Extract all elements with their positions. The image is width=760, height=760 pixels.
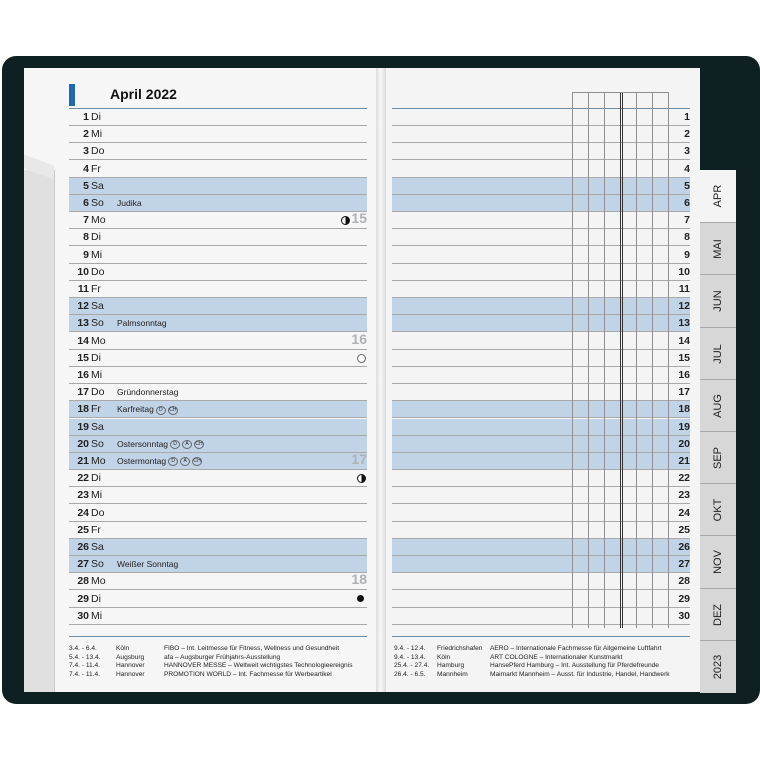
weekday-label: Mo xyxy=(91,575,106,588)
grid-column xyxy=(620,92,621,628)
grid-column xyxy=(652,92,653,628)
day-number-right: 10 xyxy=(678,265,690,278)
event-text: FIBO – Int. Leitmesse für Fitness, Wellness und Gesundheit xyxy=(164,645,340,652)
day-number-right: 17 xyxy=(678,386,690,399)
tab-2023[interactable] xyxy=(700,640,736,693)
day-number-right: 28 xyxy=(678,575,690,588)
grid-top xyxy=(572,92,668,93)
region-badge: A xyxy=(180,457,190,466)
day-number: 9 xyxy=(83,248,89,261)
tab-apr[interactable] xyxy=(700,170,736,222)
weekday-label: So xyxy=(91,317,104,330)
day-number-right: 26 xyxy=(678,541,690,553)
tab-dez[interactable] xyxy=(700,588,736,641)
page-title: April 2022 xyxy=(110,86,177,102)
day-number-right: 14 xyxy=(678,334,690,347)
day-row[interactable] xyxy=(69,591,367,608)
day-row[interactable] xyxy=(69,470,367,487)
region-badge: CH xyxy=(193,458,201,465)
day-row[interactable] xyxy=(69,109,367,126)
day-row[interactable] xyxy=(69,556,367,573)
grid-column xyxy=(668,92,669,628)
tab-nov[interactable] xyxy=(700,535,736,588)
day-row[interactable] xyxy=(69,436,367,453)
region-badge: D xyxy=(156,406,166,415)
weekday-label: So xyxy=(91,558,104,571)
day-number: 30 xyxy=(77,609,89,622)
tab-okt[interactable] xyxy=(700,483,736,536)
day-number-right: 1 xyxy=(684,111,690,123)
weekday-label: Fr xyxy=(91,523,101,536)
tab-label: SEP xyxy=(712,446,724,470)
event-text: PROMOTION WORLD – Int. Fachmesse für Werbeartikel xyxy=(164,670,332,678)
day-row[interactable] xyxy=(69,264,367,281)
weekday-label: Sa xyxy=(91,541,104,553)
day-number: 11 xyxy=(77,283,89,295)
full-moon-icon xyxy=(357,354,366,363)
day-number-right: 5 xyxy=(684,179,690,192)
weekday-label: Mi xyxy=(91,609,103,622)
region-badge: CH xyxy=(169,406,177,413)
day-row[interactable] xyxy=(69,161,367,178)
day-number-right: 12 xyxy=(678,300,690,313)
month-marker xyxy=(69,84,75,106)
day-number: 10 xyxy=(77,265,89,278)
day-row[interactable] xyxy=(69,539,367,556)
grid-column xyxy=(588,92,589,628)
tab-jun[interactable] xyxy=(700,274,736,327)
weekday-label: So xyxy=(91,197,104,209)
event-city: Mannheim xyxy=(437,670,468,678)
day-row[interactable] xyxy=(69,453,367,470)
event-text: HANNOVER MESSE – Weltweit wichtigstes Technologieereignis xyxy=(164,662,353,670)
weekday-label: Do xyxy=(91,506,105,519)
region-badge: D xyxy=(168,457,178,466)
event-text: ART COLOGNE – Internationaler Kunstmarkt xyxy=(490,653,623,661)
day-number: 29 xyxy=(77,592,89,605)
tab-mai[interactable] xyxy=(700,222,736,275)
day-number: 8 xyxy=(83,231,89,244)
weekday-label: Mi xyxy=(91,369,103,381)
weekday-label: Di xyxy=(91,231,101,244)
day-number: 27 xyxy=(77,558,89,571)
time-grid xyxy=(572,92,668,628)
grid-column xyxy=(604,92,605,628)
day-number-right: 27 xyxy=(678,558,690,571)
day-number: 5 xyxy=(83,179,89,192)
grid-column xyxy=(636,92,637,628)
day-number-right: 24 xyxy=(678,506,690,519)
weekday-label: Mi xyxy=(91,248,103,261)
event-date: 5.4. - 13.4. xyxy=(69,653,101,661)
weekday-label: Do xyxy=(91,145,105,158)
tab-label: DEZ xyxy=(712,603,724,626)
day-number-right: 3 xyxy=(684,145,690,158)
weekday-label: Do xyxy=(91,386,105,399)
region-badge: A xyxy=(182,440,192,449)
day-row[interactable] xyxy=(69,350,367,367)
week-number: 16 xyxy=(351,330,367,347)
event-date: 3.4. - 6.4. xyxy=(69,645,97,652)
day-row[interactable] xyxy=(69,522,367,539)
tab-label: NOV xyxy=(712,550,724,575)
weekday-label: Di xyxy=(91,472,101,485)
event-city: Friedrichshafen xyxy=(437,645,483,652)
tab-label: APR xyxy=(712,184,724,208)
weekday-label: So xyxy=(91,437,104,450)
event-text: afa – Augsburger Frühjahrs-Ausstellung xyxy=(164,653,281,661)
day-number: 24 xyxy=(77,506,89,519)
day-number: 25 xyxy=(77,523,89,536)
day-number: 13 xyxy=(77,317,89,330)
event-city: Hannover xyxy=(116,670,145,678)
day-row[interactable] xyxy=(69,330,367,350)
day-number: 3 xyxy=(83,145,89,158)
weekday-label: Di xyxy=(91,592,101,605)
day-number: 19 xyxy=(77,420,89,433)
day-number-right: 29 xyxy=(678,592,690,605)
day-number-right: 23 xyxy=(678,489,690,502)
day-number: 12 xyxy=(77,300,89,313)
event-text: AERO – Internationale Fachmesse für Allgemeine Luftfahrt xyxy=(490,645,662,652)
day-row[interactable] xyxy=(69,247,367,264)
day-number-right: 19 xyxy=(678,420,690,433)
half-moon-icon xyxy=(357,474,366,483)
day-row[interactable] xyxy=(69,367,367,384)
event-city: Hannover xyxy=(116,662,145,670)
day-number: 4 xyxy=(83,162,89,175)
tab-aug[interactable] xyxy=(700,379,736,432)
day-row[interactable] xyxy=(69,487,367,504)
day-number: 15 xyxy=(77,351,89,364)
event-text: HansePferd Hamburg – Int. Ausstellung für Pferdefreunde xyxy=(490,662,659,670)
tab-label: OKT xyxy=(712,498,724,522)
day-row[interactable] xyxy=(69,126,367,143)
day-number: 17 xyxy=(77,386,89,399)
day-row[interactable] xyxy=(69,401,367,418)
day-number: 16 xyxy=(77,369,89,381)
day-number-right: 2 xyxy=(684,128,690,141)
weekday-label: Sa xyxy=(91,300,104,313)
event-city: Köln xyxy=(437,653,451,661)
footer-rule xyxy=(69,636,367,637)
weekday-label: Fr xyxy=(91,283,101,295)
day-row[interactable] xyxy=(69,315,367,332)
tab-label: 2023 xyxy=(712,654,724,680)
week-number: 15 xyxy=(351,210,367,227)
row-divider xyxy=(69,624,367,625)
event-city: Köln xyxy=(116,645,130,652)
weekday-label: Mo xyxy=(91,334,106,347)
event-text: Maimarkt Mannheim – Ausst. für Industrie, Handel, Handwerk xyxy=(490,670,670,678)
weekday-label: Do xyxy=(91,265,105,278)
weekday-label: Mi xyxy=(91,489,103,502)
holiday-label: Palmsonntag xyxy=(117,318,167,329)
tab-jul[interactable] xyxy=(700,327,736,380)
day-row[interactable] xyxy=(69,298,367,315)
weekday-label: Mo xyxy=(91,455,106,467)
day-number-right: 11 xyxy=(678,283,690,295)
day-number-right: 21 xyxy=(678,455,690,467)
region-badge: CH xyxy=(195,441,203,448)
weekday-label: Fr xyxy=(91,162,101,175)
day-number-right: 20 xyxy=(678,437,690,450)
book-spine xyxy=(376,68,386,692)
week-number: 18 xyxy=(351,571,367,588)
day-number: 28 xyxy=(77,575,89,588)
day-number: 7 xyxy=(83,214,89,227)
tab-sep[interactable] xyxy=(700,431,736,484)
day-row[interactable] xyxy=(69,195,367,212)
day-number-right: 25 xyxy=(678,523,690,536)
day-row[interactable] xyxy=(69,608,367,625)
day-number: 26 xyxy=(77,541,89,553)
weekday-label: Di xyxy=(91,351,101,364)
event-date: 26.4. - 6.5. xyxy=(394,670,426,678)
day-number: 18 xyxy=(77,403,89,416)
day-number-right: 7 xyxy=(684,214,690,227)
new-moon-icon xyxy=(357,595,364,602)
day-number-right: 18 xyxy=(678,403,690,416)
weekday-label: Mi xyxy=(91,128,103,141)
weekday-label: Sa xyxy=(91,179,104,192)
event-date: 7.4. - 11.4. xyxy=(69,662,101,670)
holiday-label: Ostersonntag D A CH xyxy=(117,438,203,449)
day-number: 6 xyxy=(83,197,89,209)
event-date: 9.4. - 12.4. xyxy=(394,645,426,652)
holiday-label: Karfreitag D CH xyxy=(117,404,177,415)
event-date: 25.4. - 27.4. xyxy=(394,662,430,670)
day-number: 23 xyxy=(77,489,89,502)
event-date: 7.4. - 11.4. xyxy=(69,670,101,678)
tab-label: JUN xyxy=(712,290,724,313)
holiday-label: Ostermontag D A CH xyxy=(117,456,201,466)
grid-column xyxy=(622,92,623,628)
day-row[interactable] xyxy=(69,281,367,298)
tab-label: MAI xyxy=(712,239,724,259)
day-number: 22 xyxy=(77,472,89,485)
footer-rule-right xyxy=(392,636,690,637)
tab-label: AUG xyxy=(712,393,724,418)
event-date: 9.4. - 13.4. xyxy=(394,653,426,661)
day-number: 21 xyxy=(77,455,89,467)
region-badge: D xyxy=(170,440,180,449)
day-number-right: 8 xyxy=(684,231,690,244)
day-number: 20 xyxy=(77,437,89,450)
day-row[interactable] xyxy=(69,212,367,229)
day-number: 2 xyxy=(83,128,89,141)
day-number-right: 22 xyxy=(678,472,690,485)
weekday-label: Fr xyxy=(91,403,101,416)
half-moon-icon xyxy=(341,216,350,225)
weekday-label: Mo xyxy=(91,214,106,227)
weekday-label: Di xyxy=(91,111,101,123)
day-row[interactable] xyxy=(69,573,367,590)
day-row[interactable] xyxy=(69,384,367,401)
event-city: Augsburg xyxy=(116,653,145,661)
event-city: Hamburg xyxy=(437,662,465,670)
week-number: 17 xyxy=(351,451,367,467)
day-number-right: 15 xyxy=(678,351,690,364)
day-number: 14 xyxy=(77,334,89,347)
day-row[interactable] xyxy=(69,419,367,436)
day-row[interactable] xyxy=(69,229,367,246)
day-number: 1 xyxy=(83,111,89,123)
tab-label: JUL xyxy=(712,343,724,364)
weekday-label: Sa xyxy=(91,420,104,433)
day-number-right: 13 xyxy=(678,317,690,330)
day-row[interactable] xyxy=(69,143,367,160)
holiday-label: Weißer Sonntag xyxy=(117,559,179,570)
day-row[interactable] xyxy=(69,178,367,195)
holiday-label: Judika xyxy=(117,198,142,208)
day-number-right: 9 xyxy=(684,248,690,261)
day-row[interactable] xyxy=(69,505,367,522)
day-number-right: 16 xyxy=(678,369,690,381)
page-edge-strip xyxy=(24,170,55,692)
grid-column xyxy=(572,92,573,628)
day-number-right: 6 xyxy=(684,197,690,209)
day-number-right: 4 xyxy=(684,162,690,175)
holiday-label: Gründonnerstag xyxy=(117,387,179,398)
day-number-right: 30 xyxy=(678,609,690,622)
